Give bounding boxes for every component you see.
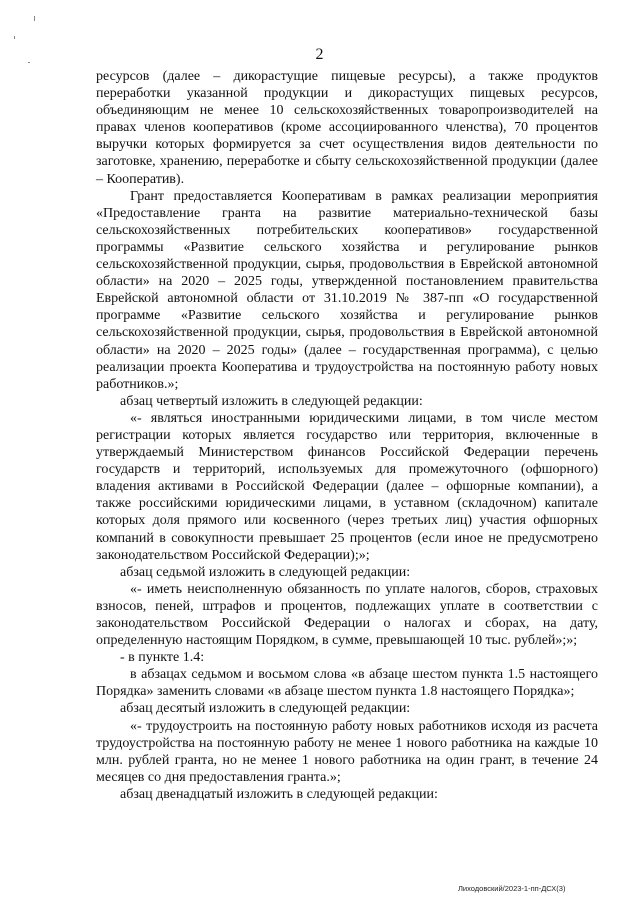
document-body xyxy=(96,68,598,803)
paragraph: абзац седьмой изложить в следующей редакции: xyxy=(120,564,411,580)
paragraph: «- иметь неисполненную обязанность по уплате налогов, сборов, страховых взносов, пеней, штрафов и процентов, подлежащих уплате в соответствии с законодательством Российской Федерации о налогах и сборах, на дату, определенную настоящим Порядком, в сумме, превышающей 10 тыс. рублей»;»; xyxy=(96,581,598,649)
paragraph: ресурсов (далее – дикорастущие пищевые ресурсы), а также продуктов переработки указанной продукции и дикорастущих пищевых ресурсов, объединяющим не менее 10 сельскохозяйственных товаропроизводителей на правах членов кооперативов (кроме ассоциированного членства), 70 процентов выручки которых формируется за счет осуществления видов деятельности по заготовке, хранению, переработке и сбыту сельскохозяйственной продукции (далее – Кооператив). xyxy=(96,69,598,187)
paragraph: абзац десятый изложить в следующей редакции: xyxy=(120,701,411,717)
paragraph: Грант предоставляется Кооперативам в рамках реализации мероприятия «Предоставление гранта на развитие материально-технической базы сельскохозяйственных потребительских кооперативов» государственной программы «Развитие сельского хозяйства и регулирование рынков сельскохозяйственной продукции, сырья, продовольствия в Еврейской автономной области» на 2020 – 2025 годы, утвержденной постановлением правительства Еврейской автономной области от 31.10.2019 № 387-пп «О государственной программе «Развитие сельского хозяйства и регулирование рынков сельскохозяйственной продукции, сырья, продовольствия в Еврейской автономной области» на 2020 – 2025 годы» (далее – государственная программа), с целью реализации проекта Кооператива и трудоустройства на постоянную работу новых работников.»; xyxy=(96,188,598,392)
paragraph: «- трудоустроить на постоянную работу новых работников исходя из расчета трудоустройства на постоянную работу не менее 1 нового работника на каждые 10 млн. рублей гранта, но не менее 1 нового работника на один грант, в течение 24 месяцев со дня предоставления гранта.»; xyxy=(96,718,598,785)
scan-mark xyxy=(14,36,15,39)
paragraph: абзац четвертый изложить в следующей редакции: xyxy=(120,393,423,409)
scan-mark xyxy=(34,16,35,21)
paragraph: «- являться иностранными юридическими лицами, в том числе местом регистрации которых является государство или территория, включенные в утверждаемый Министерством финансов Российской Федерации перечень государств и территорий, используемых для промежуточного (офшорного) владения активами в Российской Федерации (далее – офшорные компании), а также российскими юридическими лицами, в уставном (складочном) капитале которых доля прямого или косвенного (через третьих лиц) участия офшорных компаний в совокупности превышает 25 процентов (если иное не предусмотрено законодательством Российской Федерации);»; xyxy=(96,410,598,563)
page-number: 2 xyxy=(315,46,324,63)
paragraph: абзац двенадцатый изложить в следующей редакции: xyxy=(120,786,438,802)
paragraph: в абзацах седьмом и восьмом слова «в абзаце шестом пункта 1.5 настоящего Порядка» заменить словами «в абзаце шестом пункта 1.8 настоящего Порядка»; xyxy=(96,667,598,700)
footer-doc-id: Лиходовский/2023-1-пп-ДСХ(3) xyxy=(458,884,566,893)
paragraph: - в пункте 1.4: xyxy=(120,650,205,666)
